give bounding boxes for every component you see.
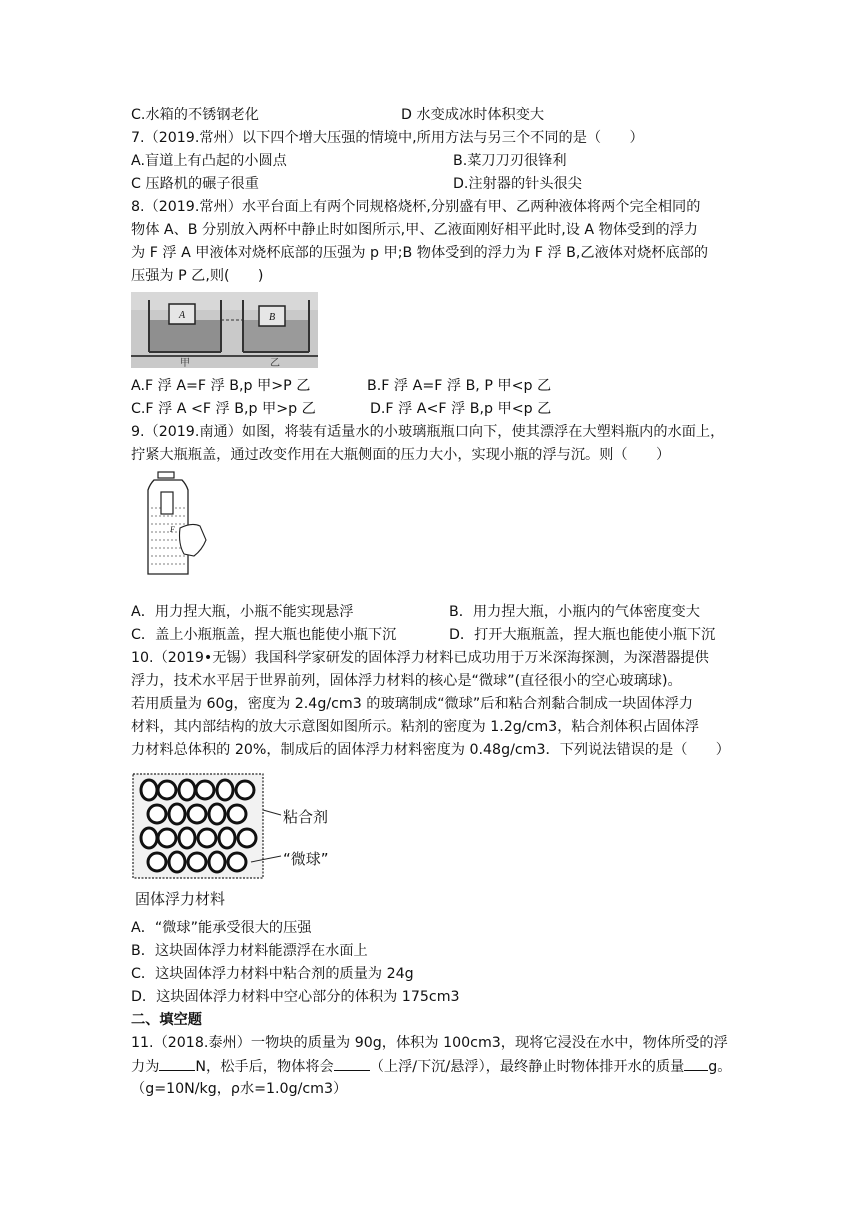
q8-stem-line3: 为 F 浮 A 甲液体对烧杯底部的压强为 p 甲;B 物体受到的浮力为 F 浮 B,乙液体对烧杯底部的 xyxy=(131,245,709,261)
microsphere xyxy=(217,780,233,800)
q11-blank-motion[interactable] xyxy=(334,1056,370,1071)
q10-stem-line1: 10.（2019•无锡）我国科学家研发的固体浮力材料已成功用于万米深海探测，为深潜器提供 xyxy=(131,650,709,666)
microsphere xyxy=(236,781,254,799)
q10-stem-line4: 材料，其内部结构的放大示意图如图所示。粘剂的密度为 1.2g/cm3，粘合剂体积占固体浮 xyxy=(131,719,700,735)
q9-stem-line2: 拧紧大瓶瓶盖，通过改变作用在大瓶侧面的压力大小，实现小瓶的浮与沉。则（ ） xyxy=(131,447,671,463)
q11-blank-mass[interactable] xyxy=(684,1056,708,1071)
q8-beakers-figure xyxy=(131,292,318,368)
label-yi: 乙 xyxy=(270,358,280,368)
q6-option-c: C.水箱的不锈钢老化 xyxy=(131,107,259,123)
microsphere xyxy=(141,828,157,848)
q9-option-a: A．用力捏大瓶，小瓶不能实现悬浮 xyxy=(131,604,354,620)
q11-stem-line3: （g=10N/kg，ρ水=1.0g/cm3） xyxy=(131,1081,348,1097)
label-f: F xyxy=(170,525,175,534)
q7-option-c: C 压路机的碾子很重 xyxy=(131,176,259,192)
q11-text-c: （上浮/下沉/悬浮），最终静止时物体排开水的质量 xyxy=(369,1059,685,1075)
q6-option-d: D 水变成冰时体积变大 xyxy=(401,107,545,123)
q8-option-c: C.F 浮 A <F 浮 B,p 甲>p 乙 xyxy=(131,401,316,417)
q9-bottle-figure xyxy=(140,470,212,580)
microsphere xyxy=(228,853,246,871)
small-bottle xyxy=(161,492,173,514)
hand xyxy=(180,524,207,556)
q11-stem-line2 xyxy=(131,1056,732,1077)
microsphere xyxy=(148,805,166,823)
q8-stem-line2: 物体 A、B 分别放入两杯中静止时如图所示,甲、乙液面刚好相平此时,设 A 物体受到的浮力 xyxy=(131,222,698,238)
q8-option-d: D.F 浮 A<F 浮 B,p 甲<p 乙 xyxy=(370,401,552,417)
microsphere xyxy=(219,828,235,848)
q7-option-b: B.菜刀刀刃很锋利 xyxy=(453,153,567,169)
q10-material-figure xyxy=(131,770,351,910)
q7-stem: 7.（2019.常州）以下四个增大压强的情境中,所用方法与另三个不同的是（ ） xyxy=(131,130,644,146)
q10-stem-line5: 力材料总体积的 20%，制成后的固体浮力材料密度为 0.48g/cm3．下列说法错误的是（ ） xyxy=(131,742,730,758)
q8-option-b: B.F 浮 A=F 浮 B, P 甲<p 乙 xyxy=(367,378,552,394)
label-a: A xyxy=(178,310,186,321)
q9-option-c: C．盖上小瓶瓶盖，捏大瓶也能使小瓶下沉 xyxy=(131,627,397,643)
beaker-jia-liquid xyxy=(149,320,221,352)
microsphere xyxy=(158,829,176,847)
q8-stem-line4: 压强为 P 乙,则( ) xyxy=(131,268,264,284)
q10-option-c: C．这块固体浮力材料中粘合剂的质量为 24g xyxy=(131,966,414,982)
q10-option-d: D．这块固体浮力材料中空心部分的体积为 175cm3 xyxy=(131,989,460,1005)
label-microsphere: “微球” xyxy=(283,850,329,868)
microsphere xyxy=(188,853,206,871)
microsphere xyxy=(141,780,157,800)
microsphere xyxy=(228,805,246,823)
microsphere xyxy=(209,852,225,872)
q8-option-a: A.F 浮 A=F 浮 B,p 甲>P 乙 xyxy=(131,378,311,394)
caption-material: 固体浮力材料 xyxy=(135,890,226,908)
microsphere xyxy=(196,781,214,799)
q7-option-d: D.注射器的针头很尖 xyxy=(453,176,582,192)
microsphere xyxy=(179,780,195,800)
microsphere xyxy=(209,804,225,824)
q7-option-a: A.盲道上有凸起的小圆点 xyxy=(131,153,287,169)
microsphere xyxy=(238,829,256,847)
q9-stem-line1: 9.（2019.南通）如图，将装有适量水的小玻璃瓶瓶口向下，使其漂浮在大塑料瓶内的水面上， xyxy=(131,424,725,440)
microsphere xyxy=(169,852,185,872)
label-b: B xyxy=(268,312,276,323)
q9-option-b: B．用力捏大瓶，小瓶内的气体密度变大 xyxy=(449,604,700,620)
q11-text-b: N，松手后，物体将会 xyxy=(195,1059,334,1075)
q11-text-d: g。 xyxy=(708,1059,732,1075)
q10-stem-line3: 若用质量为 60g，密度为 2.4g/cm3 的玻璃制成“微球”后和粘合剂黏合制成一块固体浮力 xyxy=(131,696,694,712)
section-title-fill-in: 二、填空题 xyxy=(131,1012,202,1028)
microsphere xyxy=(158,781,176,799)
microsphere xyxy=(148,853,166,871)
microsphere xyxy=(198,829,216,847)
microsphere xyxy=(188,805,206,823)
q11-stem-line1: 11.（2018.泰州）一物块的质量为 90g，体积为 100cm3，现将它浸没在水中，物体所受的浮 xyxy=(131,1035,728,1051)
q9-option-d: D．打开大瓶瓶盖，捏大瓶也能使小瓶下沉 xyxy=(449,627,716,643)
microsphere xyxy=(179,828,195,848)
q11-blank-buoyancy[interactable] xyxy=(159,1056,195,1071)
q10-stem-line2: 浮力，技术水平居于世界前列，固体浮力材料的核心是“微球”(直径很小的空心玻璃球)。 xyxy=(131,673,682,689)
label-jia: 甲 xyxy=(180,358,190,368)
label-glue: 粘合剂 xyxy=(283,808,329,826)
q11-text-a: 力为 xyxy=(131,1059,160,1075)
q10-option-a: A．“微球”能承受很大的压强 xyxy=(131,920,312,936)
microsphere xyxy=(169,804,185,824)
q10-option-b: B．这块固体浮力材料能漂浮在水面上 xyxy=(131,943,368,959)
q8-stem-line1: 8.（2019.常州）水平台面上有两个同规格烧杯,分别盛有甲、乙两种液体将两个完全相同的 xyxy=(131,199,701,215)
